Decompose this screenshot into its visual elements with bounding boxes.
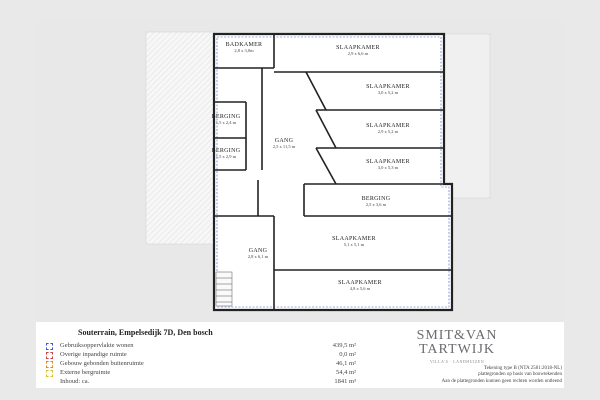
note-line: Aan de plattegronden kunnen geen rechten worden ontleend bbox=[441, 379, 562, 384]
room-dimensions-slaapkamer-4: 3,0 x 5,3 m bbox=[377, 165, 399, 170]
room-label-slaapkamer-6: SLAAPKAMER bbox=[338, 280, 382, 286]
room-label-gang-2: GANG bbox=[248, 248, 268, 254]
legend-label: Externe bergruimte bbox=[60, 369, 111, 376]
legend-label: Gebruiksoppervlakte wonen bbox=[60, 342, 134, 349]
room-dimensions-badkamer: 2,8 x 3,0m bbox=[234, 48, 254, 53]
legend-value: 46,1 m² bbox=[335, 360, 356, 367]
room-dimensions-slaapkamer-2: 3,0 x 5,2 m bbox=[377, 90, 399, 95]
legend-label: Inhoud: ca. bbox=[60, 378, 90, 385]
note-line: plattegronden op basis van bouwtekenden bbox=[478, 372, 562, 377]
legend-value: 1841 m³ bbox=[334, 378, 356, 385]
room-label-berging-2: BERGING bbox=[211, 148, 241, 154]
legend-label: Gebouw gebonden buitenruimte bbox=[60, 360, 144, 367]
room-label-slaapkamer-1: SLAAPKAMER bbox=[336, 45, 380, 51]
legend-value: 439,5 m² bbox=[332, 342, 356, 349]
legend-swatch bbox=[46, 361, 53, 368]
legend-swatch bbox=[46, 379, 51, 384]
legend-swatch bbox=[46, 352, 53, 359]
staircase bbox=[216, 272, 232, 306]
room-dimensions-slaapkamer-1: 2,9 x 6,6 m bbox=[347, 51, 369, 56]
room-label-slaapkamer-4: SLAAPKAMER bbox=[366, 159, 410, 165]
room-dimensions-gang-1: 2,5 x 11,5 m bbox=[272, 144, 296, 149]
room-label-badkamer: BADKAMER bbox=[225, 42, 263, 48]
plan-title: Souterrain, Empelsedijk 7D, Den bosch bbox=[78, 328, 213, 337]
room-label-berging-1: BERGING bbox=[211, 114, 241, 120]
legend-swatch bbox=[46, 370, 53, 377]
room-label-slaapkamer-2: SLAAPKAMER bbox=[366, 84, 410, 90]
building-outer-wall bbox=[211, 34, 452, 310]
legend-swatch bbox=[46, 343, 53, 350]
legend-value: 54,4 m² bbox=[335, 369, 356, 376]
room-dimensions-slaapkamer-5: 5,1 x 5,1 m bbox=[343, 242, 365, 247]
logo-text-line1: SMIT&VAN bbox=[416, 328, 498, 343]
room-dimensions-gang-2: 2,8 x 6,1 m bbox=[247, 254, 269, 259]
logo-text-line2: TARTWIJK bbox=[418, 342, 496, 357]
floor-plan-drawing bbox=[36, 20, 564, 322]
logo-subtitle: VILLA'S · LANDHUIZEN bbox=[429, 359, 485, 364]
terrace-hatching bbox=[146, 32, 214, 244]
room-dimensions-slaapkamer-6: 4,8 x 5,6 m bbox=[349, 286, 371, 291]
legend-row bbox=[46, 351, 356, 360]
company-logo bbox=[366, 324, 562, 386]
legend-value: 0,0 m² bbox=[339, 351, 356, 358]
legend-panel bbox=[36, 322, 564, 388]
legend-label: Overige inpandige ruimte bbox=[60, 351, 127, 358]
exterior-strip-right bbox=[444, 34, 490, 198]
room-dimensions-berging-1: 1,5 x 2,4 m bbox=[215, 120, 237, 125]
legend-row bbox=[46, 342, 356, 351]
room-label-slaapkamer-3: SLAAPKAMER bbox=[366, 123, 410, 129]
room-label-slaapkamer-5: SLAAPKAMER bbox=[332, 236, 376, 242]
legend-row bbox=[46, 360, 356, 369]
floor-plan bbox=[36, 20, 564, 322]
room-dimensions-berging-3: 2,5 x 3,6 m bbox=[365, 202, 387, 207]
room-dimensions-berging-2: 1,5 x 2,9 m bbox=[215, 154, 237, 159]
room-dimensions-slaapkamer-3: 2,9 x 5,2 m bbox=[377, 129, 399, 134]
room-label-gang-1: GANG bbox=[274, 138, 294, 144]
legend-row bbox=[46, 378, 356, 387]
room-label-berging-3: BERGING bbox=[361, 196, 391, 202]
note-line: Tekening type B (NTA 2581:2018-NL) bbox=[483, 366, 562, 371]
legend-row bbox=[46, 369, 356, 378]
